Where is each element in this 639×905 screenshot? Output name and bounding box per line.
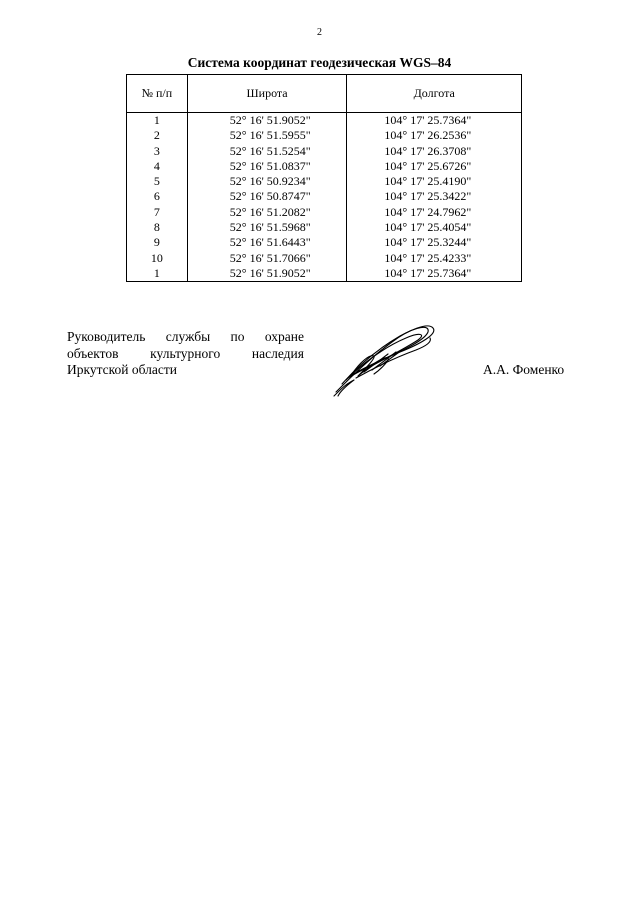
latitude-value: 52° 16' 51.9052" (187, 113, 347, 129)
table-row (127, 159, 522, 174)
longitude-value: 104° 17' 26.2536" (347, 128, 522, 143)
longitude-value: 104° 17' 25.4190" (347, 174, 522, 189)
document-title: Система координат геодезическая WGS–84 (187, 55, 452, 70)
signatory-line: Иркутской области (67, 362, 178, 377)
latitude-value: 52° 16' 51.9052" (187, 266, 347, 282)
column-header-longitude: Долгота (347, 75, 522, 113)
latitude-value: 52° 16' 51.2082" (187, 205, 347, 220)
column-header-latitude: Широта (187, 75, 347, 113)
latitude-value: 52° 16' 51.0837" (187, 159, 347, 174)
point-number: 6 (127, 189, 188, 204)
table-row (127, 189, 522, 204)
table-row (127, 205, 522, 220)
page-number: 2 (317, 27, 322, 38)
point-number: 4 (127, 159, 188, 174)
table-row (127, 113, 522, 129)
longitude-value: 104° 17' 25.4233" (347, 251, 522, 266)
latitude-value: 52° 16' 50.9234" (187, 174, 347, 189)
table-row (127, 144, 522, 159)
coordinates-table (126, 74, 522, 282)
point-number: 10 (127, 251, 188, 266)
signatory-line: Руководитель службы по охране (67, 329, 304, 344)
point-number: 9 (127, 235, 188, 250)
table-row (127, 235, 522, 250)
longitude-value: 104° 17' 25.7364" (347, 266, 522, 282)
table-row (127, 128, 522, 143)
point-number: 2 (127, 128, 188, 143)
latitude-value: 52° 16' 51.5254" (187, 144, 347, 159)
point-number: 7 (127, 205, 188, 220)
table-header-row (127, 75, 522, 113)
point-number: 1 (127, 266, 188, 282)
column-header-number: № п/п (127, 75, 188, 113)
signature-icon (330, 318, 440, 398)
point-number: 8 (127, 220, 188, 235)
point-number: 3 (127, 144, 188, 159)
latitude-value: 52° 16' 51.5955" (187, 128, 347, 143)
longitude-value: 104° 17' 25.3244" (347, 235, 522, 250)
table-row (127, 174, 522, 189)
point-number: 1 (127, 113, 188, 129)
latitude-value: 52° 16' 51.5968" (187, 220, 347, 235)
table-row (127, 266, 522, 282)
table-row (127, 251, 522, 266)
latitude-value: 52° 16' 51.7066" (187, 251, 347, 266)
latitude-value: 52° 16' 50.8747" (187, 189, 347, 204)
longitude-value: 104° 17' 25.4054" (347, 220, 522, 235)
longitude-value: 104° 17' 25.7364" (347, 113, 522, 129)
latitude-value: 52° 16' 51.6443" (187, 235, 347, 250)
signatory-line: объектов культурного наследия (67, 345, 304, 361)
longitude-value: 104° 17' 26.3708" (347, 144, 522, 159)
longitude-value: 104° 17' 25.3422" (347, 189, 522, 204)
longitude-value: 104° 17' 24.7962" (347, 205, 522, 220)
table-row (127, 220, 522, 235)
longitude-value: 104° 17' 25.6726" (347, 159, 522, 174)
signer-name: А.А. Фоменко (483, 362, 565, 377)
signatory-position (67, 329, 304, 379)
point-number: 5 (127, 174, 188, 189)
